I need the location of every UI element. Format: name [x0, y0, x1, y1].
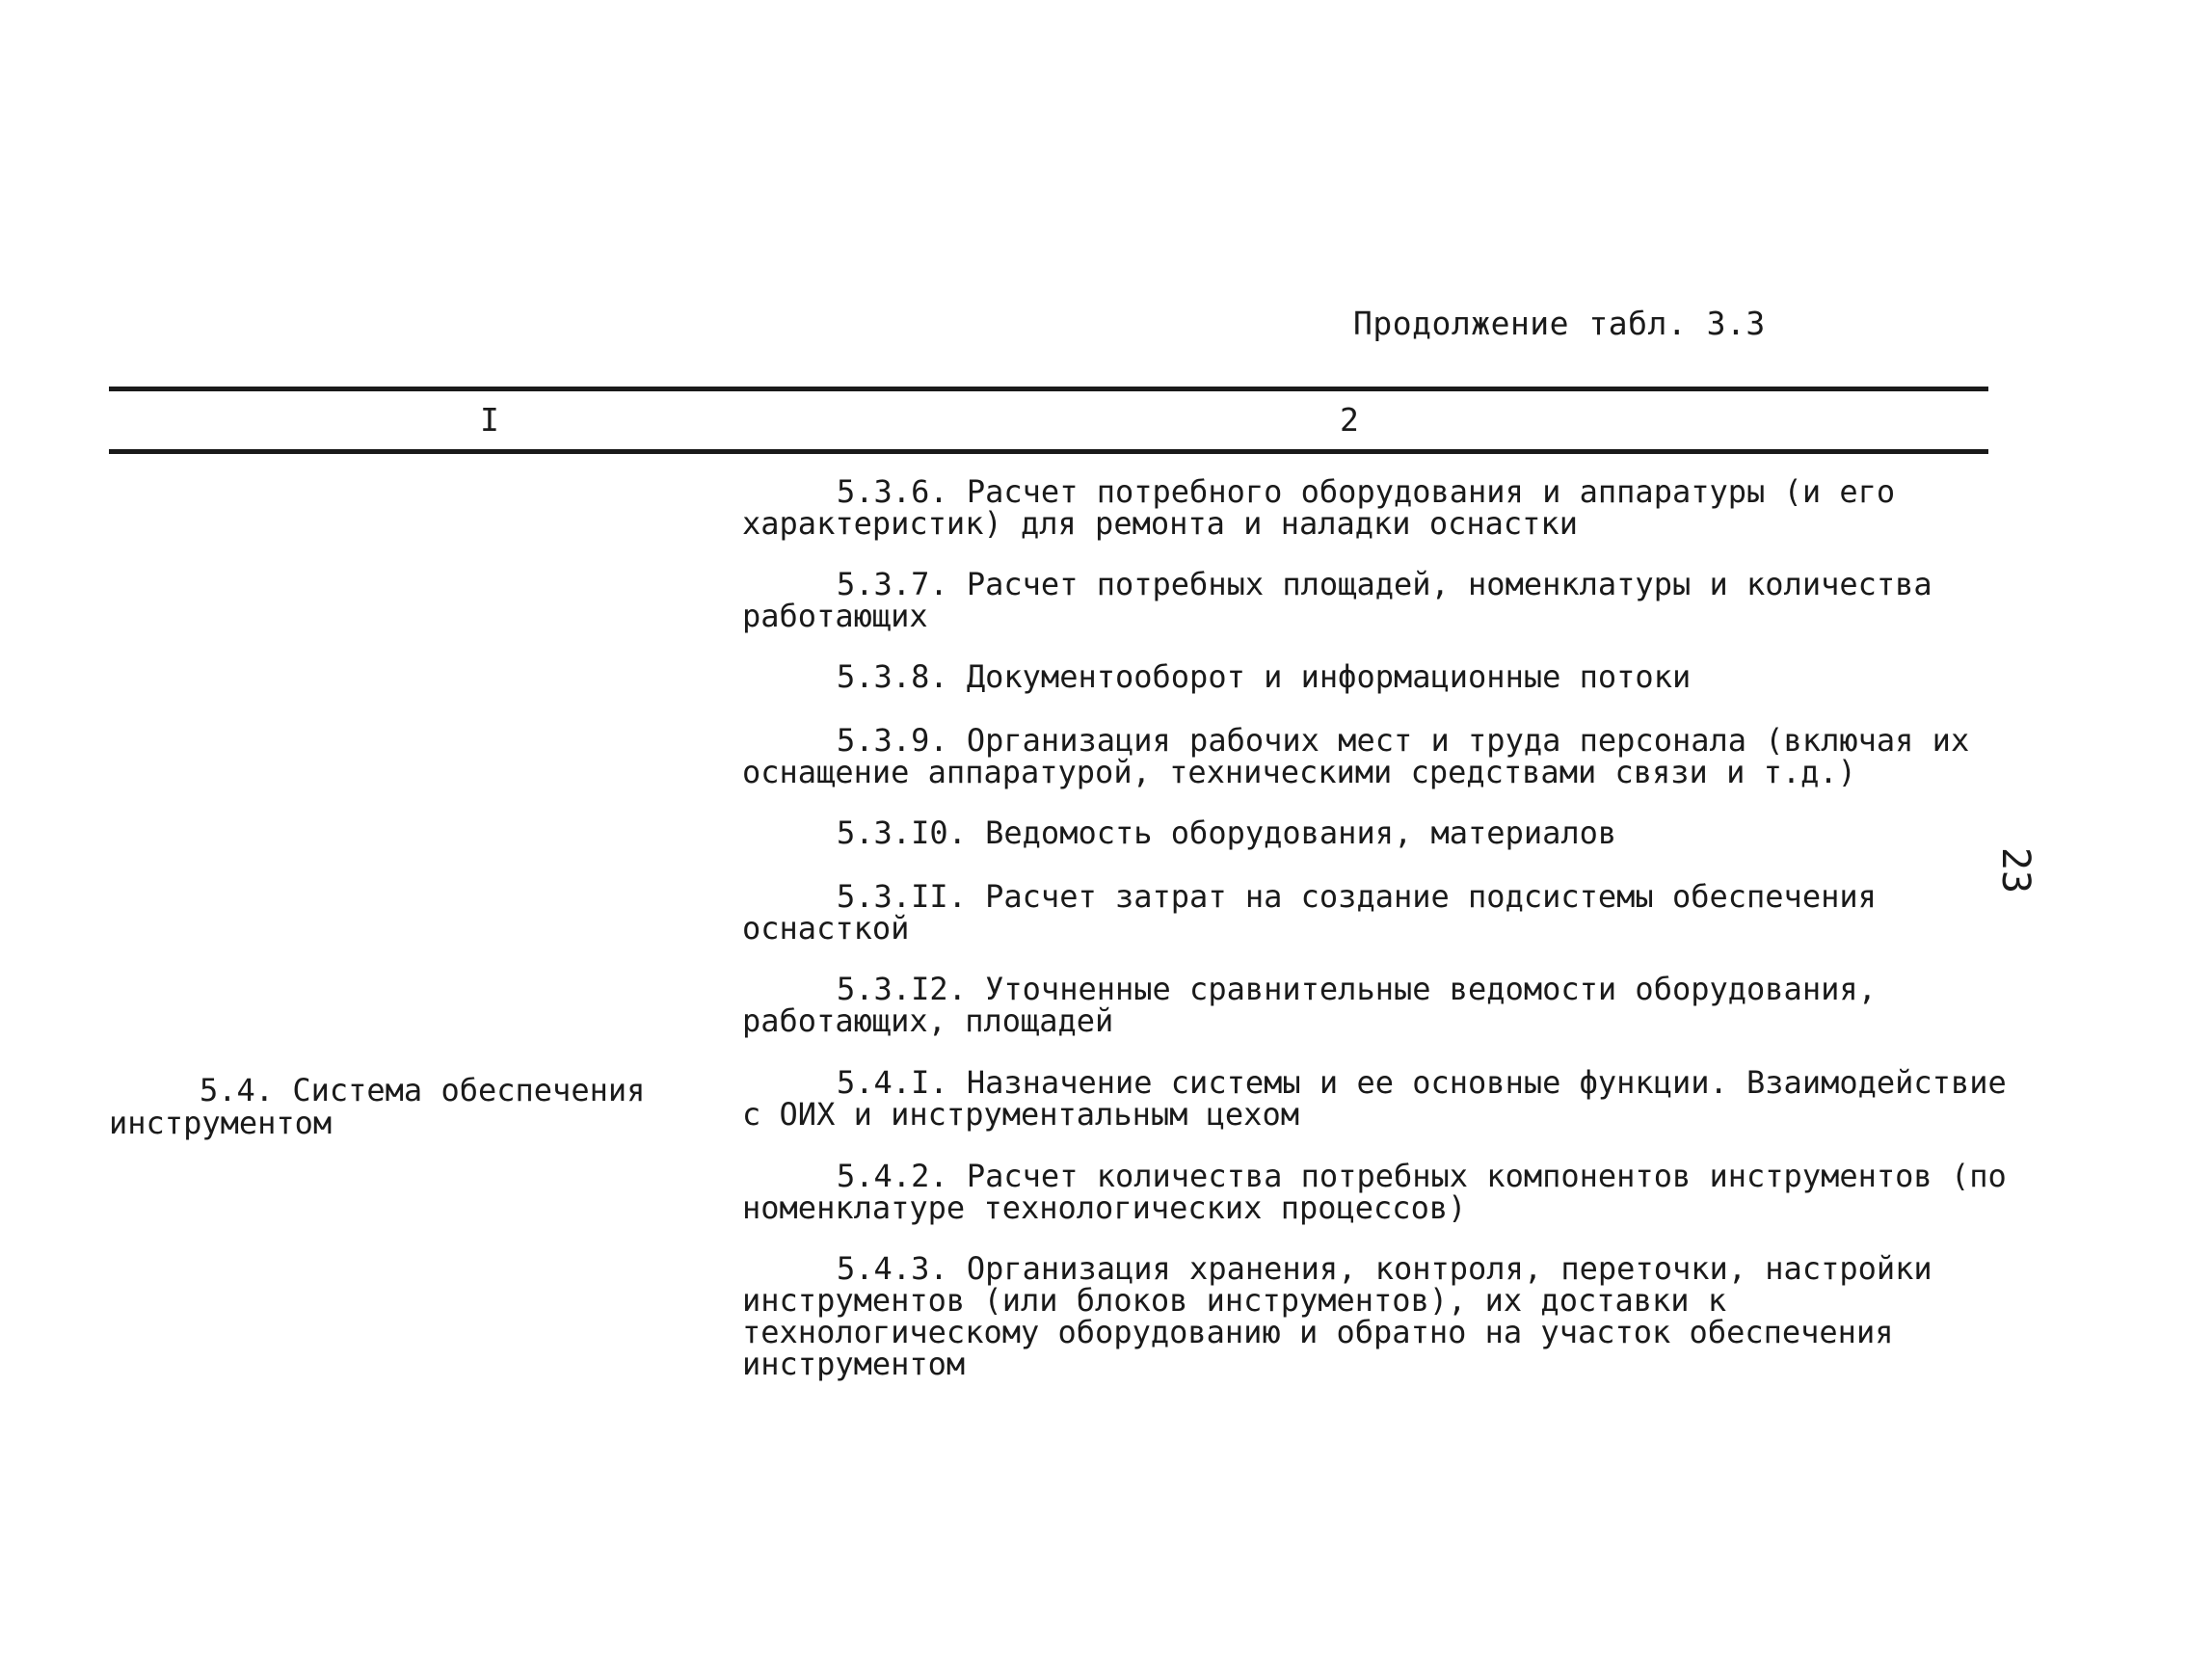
entry-5-3-12: 5.3.I2. Уточненные сравнительные ведомости оборудования, работающих, площадей [742, 971, 1877, 1039]
column-header-2: 2 [1340, 401, 1359, 439]
entry-5-4-2: 5.4.2. Расчет количества потребных компонентов инструментов (по номенклатуре технологических процессов) [742, 1158, 2007, 1226]
page-number: 23 [1993, 846, 2039, 894]
entry-5-3-10: 5.3.I0. Ведомость оборудования, материалов [837, 814, 1617, 851]
entry-5-3-7: 5.3.7. Расчет потребных площадей, номенклатуры и количества работающих [742, 566, 1932, 634]
entry-5-3-9: 5.3.9. Организация рабочих мест и труда персонала (включая их оснащение аппаратурой, техническими средствами связи и т.д.) [742, 722, 1970, 790]
entry-5-3-8: 5.3.8. Документооборот и информационные потоки [837, 658, 1692, 695]
table-rule-top [109, 387, 1988, 391]
column-header-1: I [480, 401, 499, 439]
section-title-5-4: 5.4. Система обеспечения инструментом [109, 1072, 646, 1141]
entry-5-4-1: 5.4.I. Назначение системы и ее основные функции. Взаимодействие с ОИХ и инструментальным цехом [742, 1064, 2007, 1133]
entry-5-3-11: 5.3.II. Расчет затрат на создание подсистемы обеспечения оснасткой [742, 878, 1877, 947]
entry-5-4-3: 5.4.3. Организация хранения, контроля, переточки, настройки инструментов (или блоков инструментов), их доставки к технологическому оборудованию и обратно на участок обеспечения инструментом [742, 1250, 1932, 1382]
continuation-label: Продолжение табл. 3.3 [1353, 305, 1766, 342]
entry-5-3-6: 5.3.6. Расчет потребного оборудования и аппаратуры (и его характеристик) для ремонта и наладки оснастки [742, 473, 1896, 542]
table-rule-bottom [109, 449, 1988, 454]
